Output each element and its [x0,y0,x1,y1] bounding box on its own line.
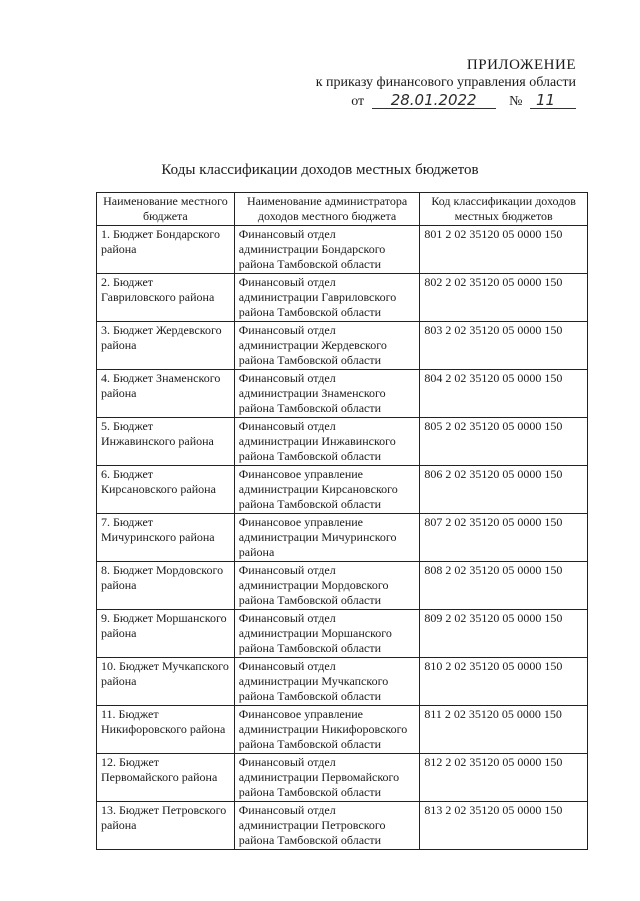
cell-administrator: Финансовый отдел администрации Мучкапского района Тамбовской области [234,658,420,706]
cell-classification-code: 810 2 02 35120 05 0000 150 [420,658,588,706]
number-sign: № [509,94,523,109]
cell-budget-name: 2. Бюджет Гавриловского района [97,274,235,322]
table-row [97,754,588,802]
table-row [97,274,588,322]
table-row [97,418,588,466]
cell-classification-code: 813 2 02 35120 05 0000 150 [420,802,588,850]
table-row [97,658,588,706]
cell-budget-name: 9. Бюджет Моршанского района [97,610,235,658]
cell-budget-name: 4. Бюджет Знаменского района [97,370,235,418]
cell-classification-code: 804 2 02 35120 05 0000 150 [420,370,588,418]
column-header-code: Код классификации доходов местных бюджетов [420,193,588,226]
cell-budget-name: 7. Бюджет Мичуринского района [97,514,235,562]
column-header-budget: Наименование местного бюджета [97,193,235,226]
cell-classification-code: 802 2 02 35120 05 0000 150 [420,274,588,322]
appendix-title: ПРИЛОЖЕНИЕ [466,57,576,73]
column-header-administrator: Наименование администратора доходов местного бюджета [234,193,420,226]
cell-administrator: Финансовый отдел администрации Знаменского района Тамбовской области [234,370,420,418]
table-row [97,562,588,610]
cell-classification-code: 811 2 02 35120 05 0000 150 [420,706,588,754]
table-header-row [97,193,588,226]
cell-budget-name: 10. Бюджет Мучкапского района [97,658,235,706]
table-row [97,226,588,274]
cell-budget-name: 8. Бюджет Мордовского района [97,562,235,610]
cell-budget-name: 6. Бюджет Кирсановского района [97,466,235,514]
cell-classification-code: 803 2 02 35120 05 0000 150 [420,322,588,370]
cell-classification-code: 806 2 02 35120 05 0000 150 [420,466,588,514]
cell-budget-name: 1. Бюджет Бондарского района [97,226,235,274]
table-row [97,370,588,418]
document-title: Коды классификации доходов местных бюджетов [161,162,479,178]
cell-budget-name: 3. Бюджет Жердевского района [97,322,235,370]
appendix-header [316,56,576,112]
cell-administrator: Финансовый отдел администрации Моршанского района Тамбовской области [234,610,420,658]
handwritten-number: 11 [530,92,576,109]
cell-administrator: Финансовое управление администрации Никифоровского района Тамбовской области [234,706,420,754]
cell-classification-code: 801 2 02 35120 05 0000 150 [420,226,588,274]
cell-budget-name: 5. Бюджет Инжавинского района [97,418,235,466]
table-row [97,802,588,850]
cell-administrator: Финансовый отдел администрации Первомайского района Тамбовской области [234,754,420,802]
cell-budget-name: 11. Бюджет Никифоровского района [97,706,235,754]
cell-classification-code: 809 2 02 35120 05 0000 150 [420,610,588,658]
appendix-subtitle: к приказу финансового управления области [315,75,576,90]
cell-classification-code: 808 2 02 35120 05 0000 150 [420,562,588,610]
table-row [97,514,588,562]
table-row [97,466,588,514]
cell-classification-code: 807 2 02 35120 05 0000 150 [420,514,588,562]
table-row [97,706,588,754]
classification-codes-table [96,192,588,850]
cell-administrator: Финансовый отдел администрации Петровского района Тамбовской области [234,802,420,850]
cell-administrator: Финансовый отдел администрации Жердевского района Тамбовской области [234,322,420,370]
cell-administrator: Финансовый отдел администрации Мордовского района Тамбовской области [234,562,420,610]
cell-classification-code: 812 2 02 35120 05 0000 150 [420,754,588,802]
cell-administrator: Финансовый отдел администрации Инжавинского района Тамбовской области [234,418,420,466]
cell-administrator: Финансовый отдел администрации Бондарского района Тамбовской области [234,226,420,274]
cell-administrator: Финансовый отдел администрации Гавриловского района Тамбовской области [234,274,420,322]
cell-classification-code: 805 2 02 35120 05 0000 150 [420,418,588,466]
date-prefix: от [351,94,365,109]
handwritten-date: 28.01.2022 [372,92,496,109]
cell-budget-name: 13. Бюджет Петровского района [97,802,235,850]
cell-administrator: Финансовое управление администрации Кирсановского района Тамбовской области [234,466,420,514]
order-reference [316,92,576,112]
table-row [97,322,588,370]
cell-budget-name: 12. Бюджет Первомайского района [97,754,235,802]
table-row [97,610,588,658]
cell-administrator: Финансовое управление администрации Мичуринского района [234,514,420,562]
